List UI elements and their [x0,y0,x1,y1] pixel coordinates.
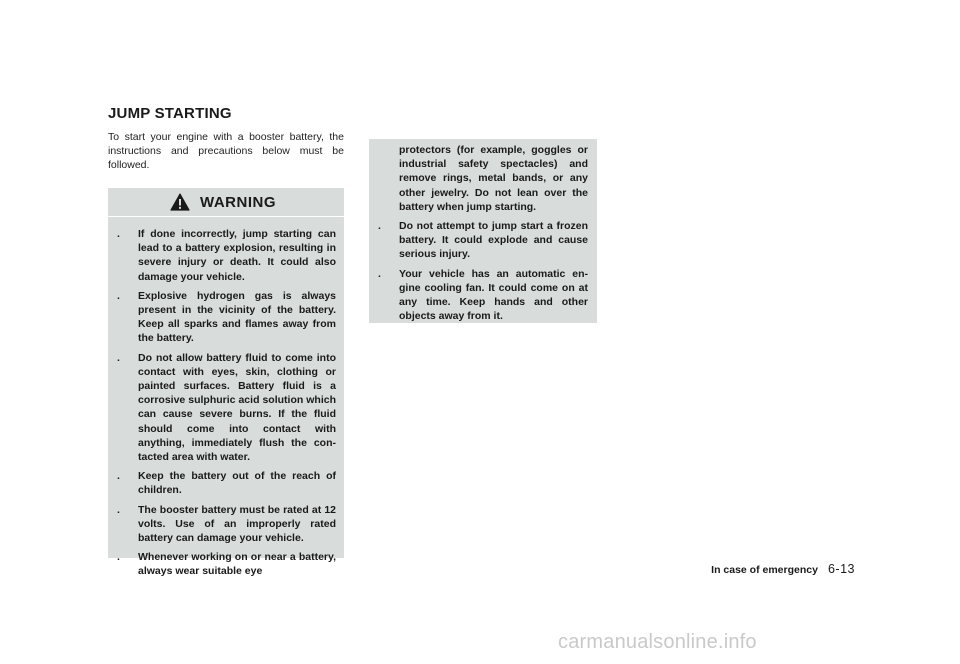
warning-item: . The booster battery must be rated at 12 volts. Use of an improperly rated battery can damage your vehicle. [117,503,336,545]
bullet-marker: . [378,220,381,233]
page-footer [690,562,855,576]
warning-item: . Do not attempt to jump start a frozen battery. It could explode and cause serious injury. [378,220,588,261]
warning-item: . Keep the battery out of the reach of children. [117,470,336,497]
bullet-marker: . [117,470,120,483]
watermark: carmanualsonline.info [558,631,757,653]
bullet-marker: . [117,351,120,364]
warning-list [108,217,344,579]
warning-title: WARNING [200,193,276,211]
warning-triangle-icon [170,193,190,211]
section-title: JUMP STARTING [108,105,232,122]
warning-item-continuation: protectors (for example, goggles or industrial safety spectacles) and remove rings, metal bands, or any other jewelry. Do not lean over the battery when jump starting. [399,144,588,213]
warning-item: . Whenever working on or near a battery, always wear suitable eye [117,551,336,578]
intro-paragraph: To start your engine with a booster battery, the instructions and precautions below must be followed. [108,131,344,171]
bullet-marker: . [117,228,120,240]
footer-section-name: In case of emergency [711,564,818,576]
warning-list-continued [369,139,597,323]
warning-box-continued [369,139,597,323]
warning-item: . If done incorrectly, jump starting can lead to a battery explosion, resulting in severe injury or death. It could also damage your vehicle. [117,228,336,283]
bullet-marker: . [378,267,381,280]
bullet-marker: . [117,289,120,302]
bullet-marker: . [117,503,120,516]
warning-box [108,188,344,578]
warning-header [108,188,344,217]
warning-item: . Do not allow battery fluid to come into contact with eyes, skin, clothing or painted surfaces. Battery fluid is a corrosive sulphuric acid solution which can cause severe burns. If the fluid should come into contact with anything, immediately flush the con-tacted area with water. [117,351,336,464]
warning-item: . Explosive hydrogen gas is always present in the vicinity of the battery. Keep all sparks and flames away from the battery. [117,289,336,345]
page-number: 6-13 [827,562,855,576]
warning-item: . Your vehicle has an automatic en-gine cooling fan. It could come on at any time. Keep hands and other objects away from it. [378,267,588,323]
bullet-marker: . [117,551,120,564]
